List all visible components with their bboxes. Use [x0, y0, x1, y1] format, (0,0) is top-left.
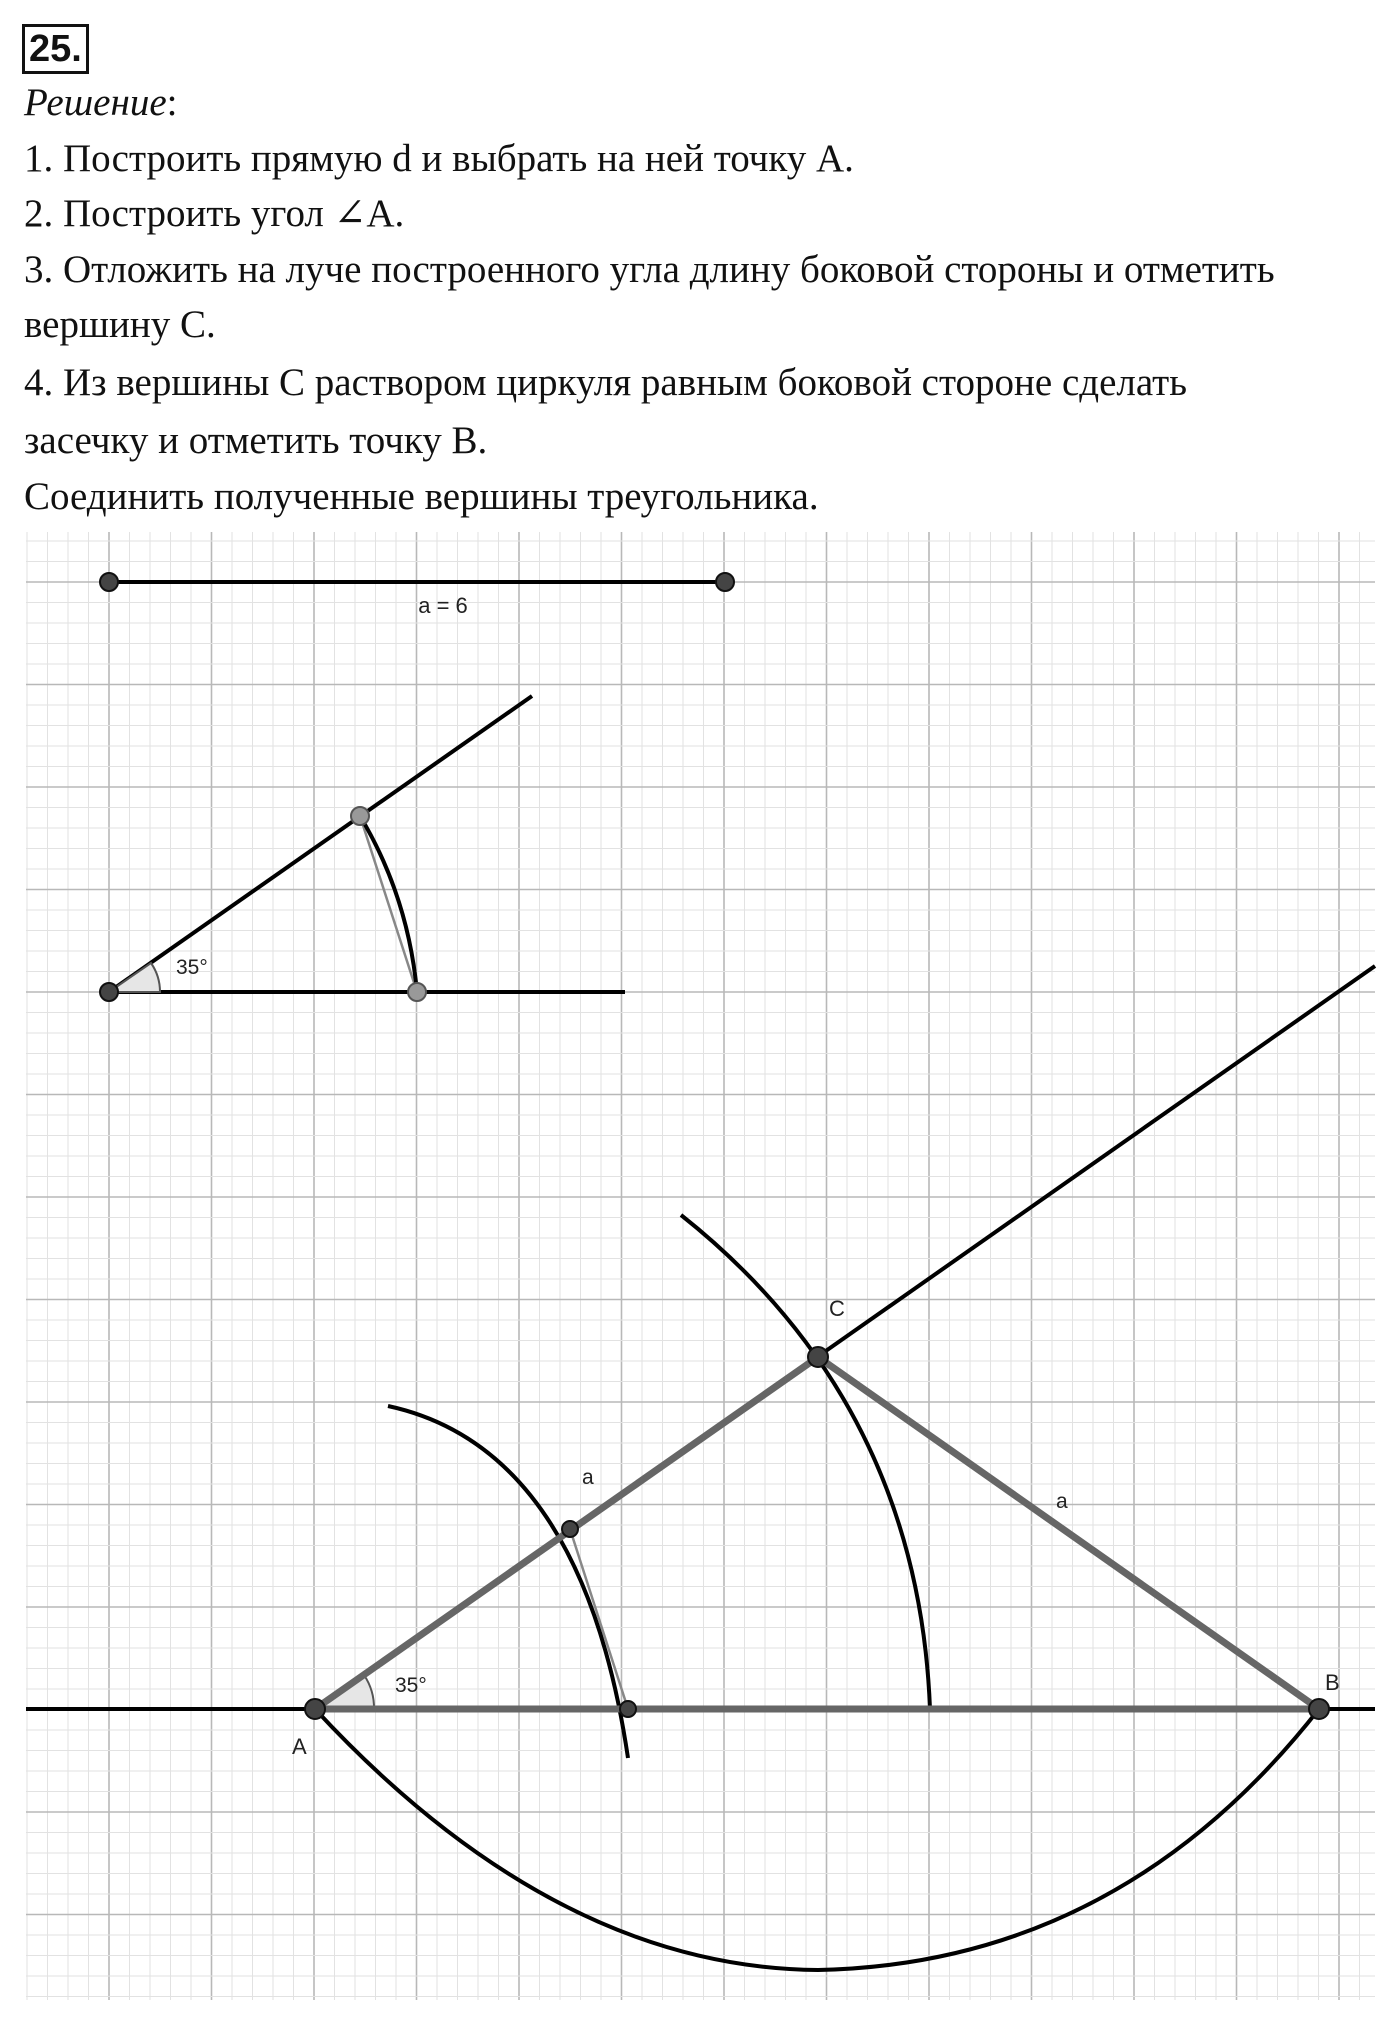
angle-ray-point — [351, 807, 369, 825]
step-1: 1. Построить прямую d и выбрать на ней точку A. — [24, 137, 854, 180]
step-4-continued: засечку и отметить точку B. — [24, 419, 488, 462]
angle-base-point — [408, 983, 426, 1001]
angle-label-small: 35° — [176, 956, 208, 979]
point-a-marker — [305, 1699, 325, 1719]
label-a: A — [292, 1734, 307, 1759]
side-cb — [818, 1357, 1319, 1709]
solution-heading-text: Решение — [24, 81, 167, 124]
label-b: B — [1325, 1670, 1340, 1695]
angle-vertex-point — [100, 983, 118, 1001]
arc-ray-intersection — [562, 1521, 578, 1537]
problem-number: 25. — [22, 24, 89, 74]
label-c: C — [829, 1296, 845, 1321]
point-c-marker — [808, 1347, 828, 1367]
arc-line-intersection — [620, 1701, 636, 1717]
step-3-continued: вершину C. — [24, 303, 216, 346]
segment-label: a = 6 — [418, 593, 468, 618]
step-2: 2. Построить угол ∠A. — [24, 192, 405, 235]
grid-paper — [26, 532, 1375, 2000]
angle-label-main: 35° — [395, 1674, 427, 1697]
final-step: Соединить полученные вершины треугольника. — [24, 475, 819, 518]
solution-heading-colon: : — [166, 81, 178, 124]
point-b-marker — [1309, 1699, 1329, 1719]
segment-endpoint-left — [100, 573, 118, 591]
step-4: 4. Из вершины C раствором циркуля равным боковой стороне сделать — [24, 361, 1188, 404]
main-construction — [26, 966, 1375, 1970]
side-label-cb: a — [1056, 1490, 1068, 1513]
side-label-ac: a — [582, 1466, 594, 1489]
segment-endpoint-right — [716, 573, 734, 591]
step-3: 3. Отложить на луче построенного угла длину боковой стороны и отметить — [24, 248, 1275, 291]
